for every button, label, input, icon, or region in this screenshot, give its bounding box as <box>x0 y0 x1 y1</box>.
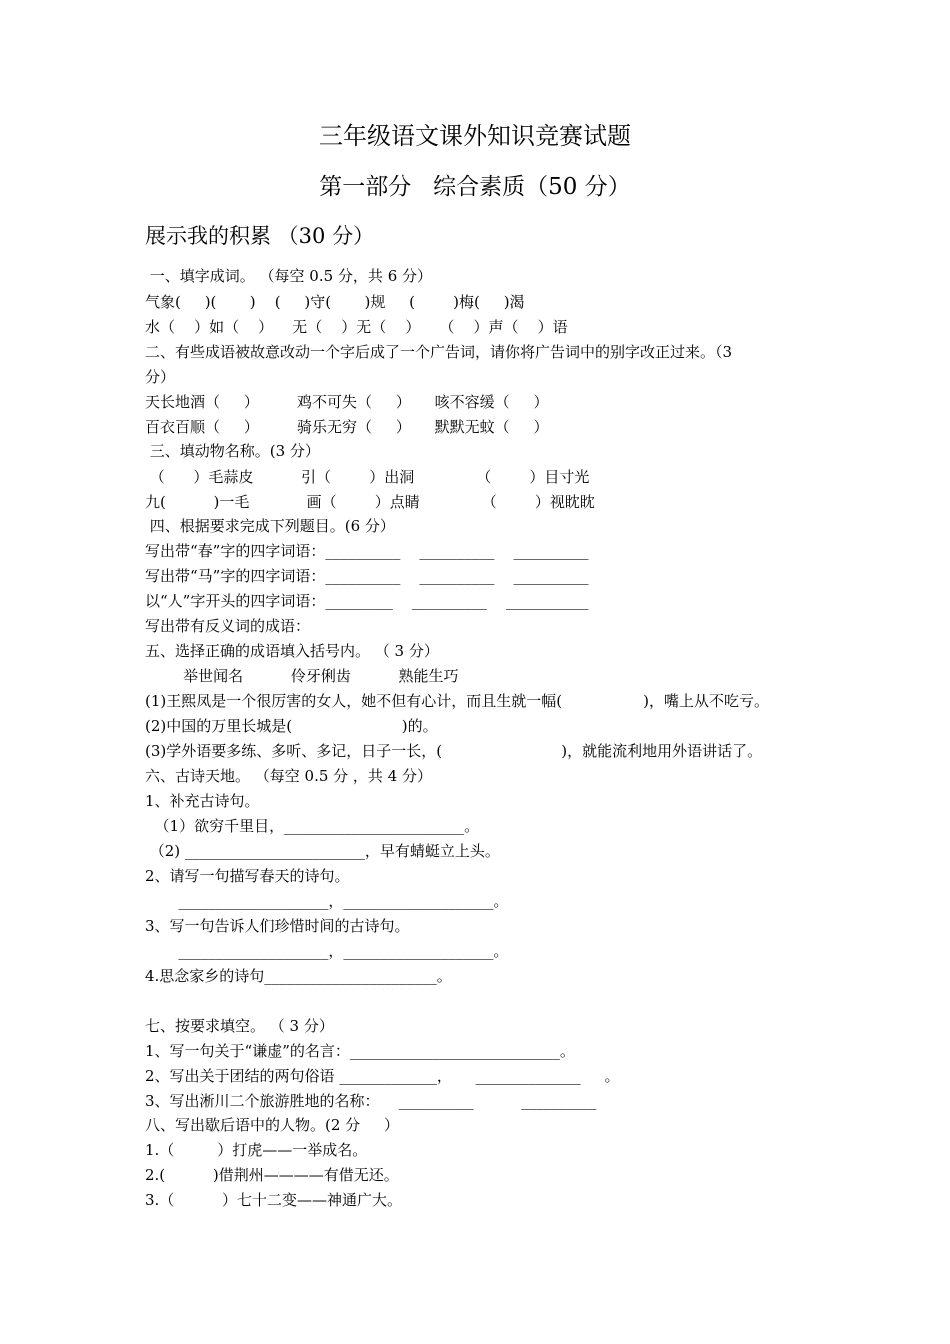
q6-sub-4: 4.思念家乡的诗句_______________________。 <box>145 967 452 985</box>
q5-options: 举世闻名 伶牙俐齿 熟能生巧 <box>145 667 459 685</box>
question-1-heading: 一、填字成词。 （每空 0.5 分，共 6 分） <box>145 267 433 285</box>
q7-item-2: 2、写出关于团结的两句俗语 _____________， ______________ 。 <box>145 1067 620 1085</box>
q1-line-2: 水（ ）如（ ） 无（ ）无（ ） （ ）声（ ）语 <box>145 318 568 336</box>
q8-item-3: 3.（ ）七十二变——神通广大。 <box>145 1191 402 1209</box>
q3-line-1: （ ）毛蒜皮 引（ ）出洞 （ ）目寸光 <box>145 468 590 486</box>
exam-title: 三年级语文课外知识竞赛试题 <box>319 122 631 150</box>
q6-sub-2: 2、请写一句描写春天的诗句。 <box>145 867 350 885</box>
q8-item-2: 2.( )借荆州————有借无还。 <box>145 1166 399 1184</box>
q7-item-3: 3、写出淅川二个旅游胜地的名称： __________ __________ <box>145 1092 597 1110</box>
q6-sub-1: 1、补充古诗句。 <box>145 792 260 810</box>
q3-line-2: 九( )一毛 画（ ）点睛 （ ）视眈眈 <box>145 493 595 511</box>
question-2-heading: 二、有些成语被故意改动一个字后成了一个广告词，请你将广告词中的别字改正过来。（3 <box>145 343 733 361</box>
q4-line-4: 写出带有反义词的成语： <box>145 617 311 635</box>
q2-line-2: 百衣百顺（ ） 骑乐无穷（ ） 默默无蚊（ ） <box>145 418 549 436</box>
q4-line-3: 以“人”字开头的四字词语：_________ __________ ___________ <box>145 592 589 610</box>
q4-line-1: 写出带“春”字的四字词语：__________ __________ __________ <box>145 542 589 560</box>
question-2-heading-cont: 分） <box>145 368 176 386</box>
q6-sub-1-a: （1）欲穷千里目，________________________。 <box>145 817 480 835</box>
q1-line-1: 气象( )( ) ( )守( )规 ( )梅( )渴 <box>145 293 525 311</box>
q5-item-3: (3)学外语要多练、多听、多记，日子一长，( )，就能流利地用外语讲话了。 <box>145 742 763 760</box>
part-heading: 第一部分 综合素质（50 分） <box>319 174 631 200</box>
q5-item-1: (1)王熙凤是一个很厉害的女人，她不但有心计，而且生就一幅( )，嘴上从不吃亏。 <box>145 692 770 710</box>
q6-sub-2-blank: ____________________，____________________。 <box>145 892 509 910</box>
question-4-heading: 四、根据要求完成下列题目。(6 分） <box>145 517 395 535</box>
q4-line-2: 写出带“马”字的四字词语：__________ __________ __________ <box>145 567 589 585</box>
question-8-heading: 八、写出歇后语中的人物。(2 分 ） <box>145 1116 400 1134</box>
question-5-heading: 五、选择正确的成语填入括号内。 （ 3 分） <box>145 642 439 660</box>
section-heading: 展示我的积累 （30 分） <box>145 224 375 248</box>
question-6-heading: 六、古诗天地。 （每空 0.5 分 ，共 4 分） <box>145 767 433 785</box>
q2-line-1: 天长地酒（ ） 鸡不可失（ ） 咳不容缓（ ） <box>145 393 549 411</box>
q6-sub-3-blank: ____________________，____________________。 <box>145 942 509 960</box>
q6-sub-3: 3、写一句告诉人们珍惜时间的古诗句。 <box>145 917 410 935</box>
q8-item-1: 1.（ ）打虎——一举成名。 <box>145 1141 368 1159</box>
question-7-heading: 七、按要求填空。 （ 3 分） <box>145 1017 334 1035</box>
question-3-heading: 三、填动物名称。(3 分） <box>145 442 320 460</box>
q7-item-1: 1、写一句关于“谦虚”的名言：____________________________。 <box>145 1042 575 1060</box>
q5-item-2: (2)中国的万里长城是( )的。 <box>145 717 438 735</box>
q6-sub-1-b: （2) ________________________，早有蜻蜓立上头。 <box>145 842 500 860</box>
